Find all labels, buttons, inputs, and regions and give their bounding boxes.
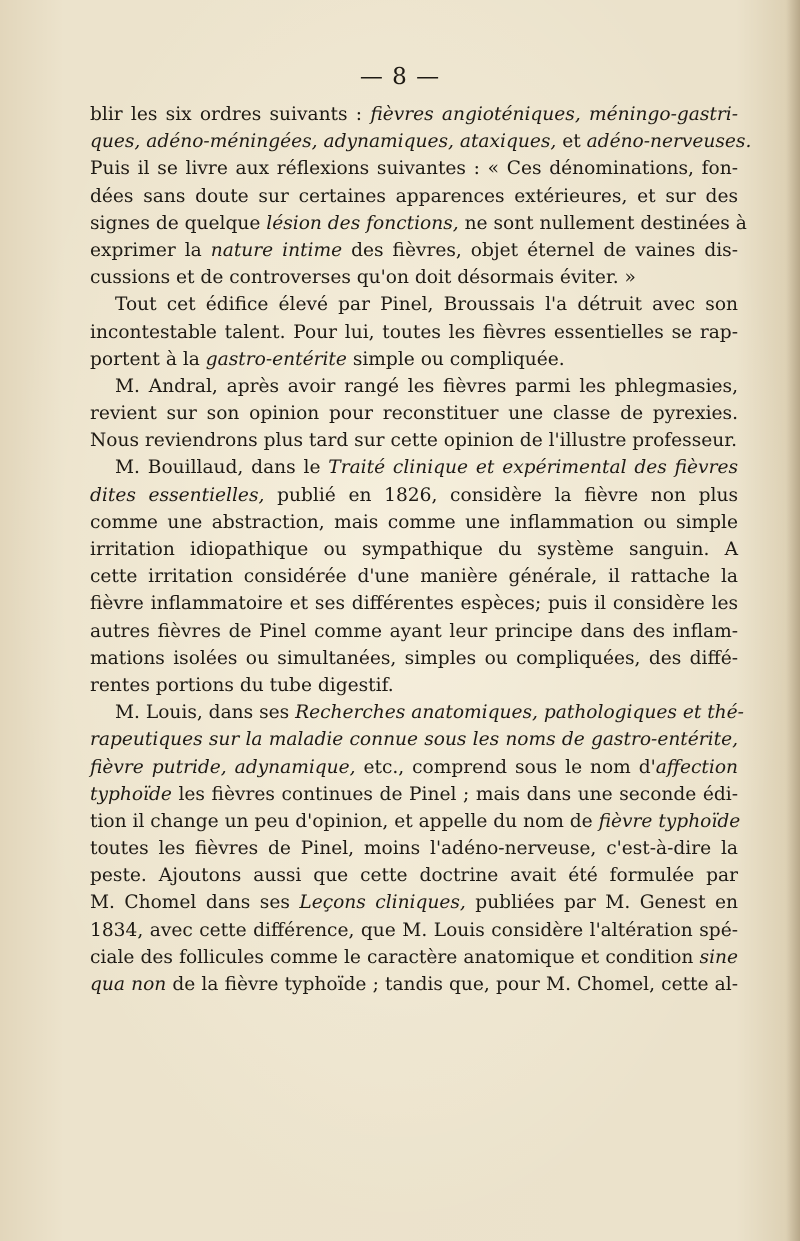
text-line	[90, 346, 738, 373]
text-run: comme une abstraction, mais comme une inflammation ou simple	[90, 511, 738, 533]
text-run: ciale des follicules comme le caractère anatomique et condition	[90, 946, 700, 968]
text-run: M. Chomel dans ses	[90, 892, 300, 914]
text-line	[90, 618, 738, 645]
text-run: dées sans doute sur certaines apparences extérieures, et sur des	[90, 185, 738, 207]
text-line	[90, 128, 752, 155]
text-line	[90, 889, 738, 916]
text-line	[90, 971, 738, 998]
page-edge-shadow	[786, 0, 800, 1241]
text-run: cussions et de controverses qu'on doit désormais éviter. »	[90, 267, 636, 289]
text-line	[90, 672, 738, 699]
text-line	[90, 427, 738, 454]
italic-text: affection	[655, 756, 738, 778]
italic-text: adéno-nerveuses.	[586, 131, 752, 153]
text-run: revient sur son opinion pour reconstituer une classe de pyrexies.	[90, 403, 738, 425]
text-run: publiées par M. Genest en	[465, 892, 738, 914]
text-run: autres fièvres de Pinel comme ayant leur principe dans des inflam-	[90, 620, 738, 642]
text-line	[90, 808, 741, 835]
text-run: de la fièvre typhoïde ; tandis que, pour M. Chomel, cette al-	[166, 974, 738, 995]
text-run: incontestable talent. Pour lui, toutes les fièvres essentielles se rap-	[90, 321, 738, 343]
text-run: toutes les fièvres de Pinel, moins l'adéno-nerveuse, c'est-à-dire la	[90, 838, 738, 860]
text-run: etc., comprend sous le nom d'	[355, 756, 656, 778]
text-run: mations isolées ou simultanées, simples ou compliquées, des diffé-	[90, 647, 738, 669]
text-line	[90, 835, 738, 862]
text-line	[90, 400, 738, 427]
text-run: irritation idiopathique ou sympathique du système sanguin. A	[90, 539, 738, 560]
text-line	[90, 237, 738, 264]
italic-text: typhoïde	[90, 783, 172, 805]
text-line	[90, 291, 738, 318]
text-run: M. Bouillaud, dans le	[115, 457, 329, 479]
text-run: signes de quelque	[90, 212, 267, 234]
text-run: blir les six ordres suivants :	[90, 104, 371, 125]
italic-text: lésion des fonctions,	[266, 212, 459, 234]
text-run: 1834, avec cette différence, que M. Louis considère l'altération spé-	[90, 919, 738, 941]
text-line	[90, 590, 738, 617]
italic-text: fièvres angioténiques, méningo-gastri-	[370, 104, 738, 125]
italic-text: sine	[699, 946, 738, 968]
text-line	[90, 726, 738, 753]
text-line	[90, 183, 738, 210]
text-run: exprimer la	[90, 239, 211, 261]
text-line	[90, 699, 744, 726]
text-line	[90, 210, 747, 237]
italic-text: ques, adéno-méningées, adynamiques, ataxiques,	[90, 131, 557, 153]
text-run: fièvre inflammatoire et ses différentes espèces; puis il considère les	[90, 593, 738, 615]
italic-text: fièvre typhoïde	[598, 810, 741, 832]
text-run: M. Louis, dans ses	[115, 702, 296, 724]
text-run: portent à la	[90, 348, 206, 370]
text-run: les fièvres continues de Pinel ; mais dans une seconde édi-	[171, 783, 738, 805]
text-line	[90, 917, 738, 944]
text-run: simple ou compliquée.	[346, 348, 565, 370]
text-run: des fièvres, objet éternel de vaines dis-	[342, 239, 738, 261]
text-line	[90, 536, 738, 563]
page-number: — 8 —	[359, 64, 441, 90]
text-line	[90, 319, 738, 346]
italic-text: gastro-entérite	[205, 348, 347, 370]
text-run: peste. Ajoutons aussi que cette doctrine avait été formulée par	[90, 865, 738, 887]
text-line	[90, 645, 738, 672]
text-run: et	[556, 131, 587, 153]
text-line	[90, 482, 738, 509]
text-line	[90, 781, 738, 808]
italic-text: qua non	[90, 974, 167, 995]
text-run: M. Andral, après avoir rangé les fièvres parmi les phlegmasies,	[115, 375, 738, 397]
italic-text: Recherches anatomiques, pathologiques et thé-	[295, 702, 744, 724]
text-run: Puis il se livre aux réflexions suivantes : « Ces dénominations, fon-	[90, 158, 738, 180]
text-run: tion il change un peu d'opinion, et appelle du nom de	[90, 810, 599, 832]
text-line	[90, 373, 738, 400]
italic-text: fièvre putride, adynamique,	[90, 756, 356, 778]
text-run: Nous reviendrons plus tard sur cette opinion de l'illustre professeur.	[90, 430, 737, 452]
text-run: rentes portions du tube digestif.	[90, 674, 394, 696]
text-line	[90, 155, 738, 182]
italic-text: dites essentielles,	[90, 484, 265, 506]
text-line	[90, 509, 738, 536]
text-line	[90, 754, 738, 781]
text-run: Tout cet édifice élevé par Pinel, Broussais l'a détruit avec son	[115, 294, 738, 316]
text-line	[90, 944, 738, 971]
text-line	[90, 264, 738, 291]
italic-text: Leçons cliniques,	[299, 892, 466, 914]
italic-text: Traité clinique et expérimental des fièvres	[328, 457, 738, 479]
italic-text: rapeutiques sur la maladie connue sous les noms de gastro-entérite,	[90, 729, 738, 751]
text-run: publié en 1826, considère la fièvre non plus	[264, 484, 738, 506]
text-line	[90, 101, 738, 128]
italic-text: nature intime	[210, 239, 343, 261]
body-text	[90, 101, 752, 998]
text-line	[90, 563, 738, 590]
text-run: ne sont nullement destinées à	[458, 212, 747, 234]
text-line	[90, 454, 738, 481]
text-line	[90, 862, 738, 889]
text-run: cette irritation considérée d'une manière générale, il rattache la	[90, 566, 738, 588]
